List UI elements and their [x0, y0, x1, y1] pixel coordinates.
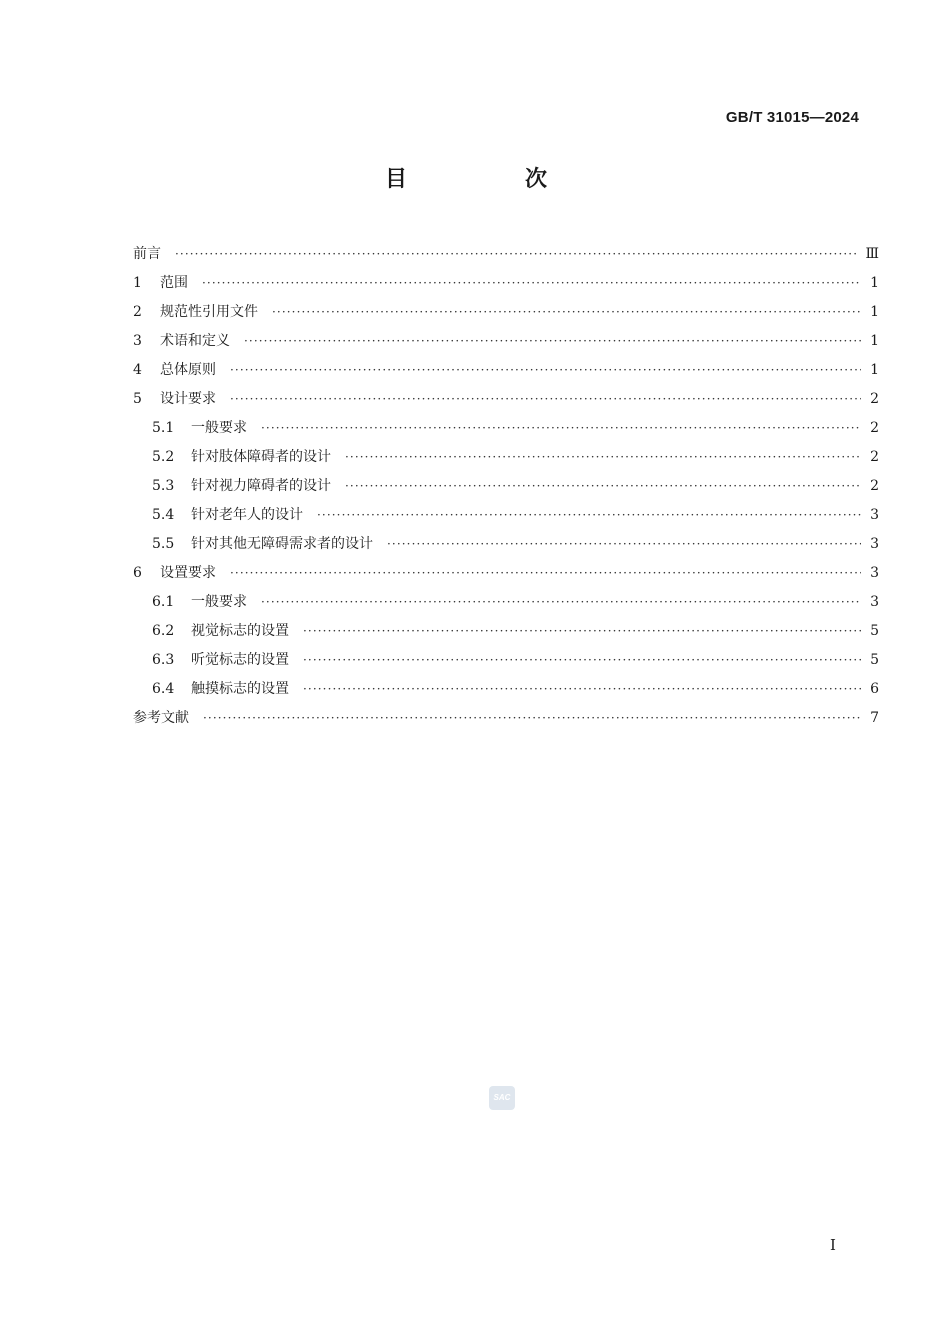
- toc-entry-page: 2: [870, 420, 879, 436]
- toc-entry[interactable]: [133, 530, 879, 559]
- toc-entry-title: 针对其他无障碍需求者的设计: [191, 536, 373, 552]
- toc-entry[interactable]: [133, 617, 879, 646]
- toc-entry-number: 5.5: [152, 536, 175, 552]
- toc-entry-number: 5.3: [152, 478, 175, 494]
- toc-entry[interactable]: [133, 646, 879, 675]
- dot-leader: [230, 385, 861, 414]
- dot-leader: [202, 269, 861, 298]
- toc-entry-page: 6: [870, 681, 879, 697]
- toc-entry-number: 6.2: [152, 623, 175, 639]
- toc-entry[interactable]: [133, 559, 879, 588]
- toc-entry-title: 听觉标志的设置: [191, 652, 289, 668]
- toc-entry[interactable]: [133, 298, 879, 327]
- toc-entry-title: 视觉标志的设置: [191, 623, 289, 639]
- toc-entry[interactable]: [133, 327, 879, 356]
- toc-entry[interactable]: [133, 240, 879, 269]
- toc-entry-number: 6.1: [152, 594, 175, 610]
- toc-entry-title: 总体原则: [160, 362, 216, 378]
- toc-entry-page: 3: [870, 507, 879, 523]
- toc-entry-title: 术语和定义: [160, 333, 230, 349]
- toc-entry-title: 参考文献: [133, 710, 189, 726]
- toc-entry[interactable]: [133, 501, 879, 530]
- toc-entry[interactable]: [133, 675, 879, 704]
- dot-leader: [345, 443, 861, 472]
- dot-leader: [261, 414, 861, 443]
- toc-entry-page: 2: [870, 449, 879, 465]
- toc-entry[interactable]: [133, 385, 879, 414]
- toc-entry-title: 一般要求: [191, 420, 247, 436]
- toc-entry-title: 规范性引用文件: [160, 304, 258, 320]
- toc-entry[interactable]: [133, 704, 879, 733]
- toc-entry-page: 3: [870, 536, 879, 552]
- toc-entry-page: 7: [870, 710, 879, 726]
- toc-entry-title: 范围: [160, 275, 188, 291]
- toc-entry-page: 2: [870, 478, 879, 494]
- toc-entry-page: Ⅲ: [865, 246, 879, 262]
- dot-leader: [303, 675, 861, 704]
- toc-entry[interactable]: [133, 588, 879, 617]
- toc-entry-title: 前言: [133, 246, 161, 262]
- page-title: 目 次: [384, 167, 595, 192]
- toc-entry-title: 针对视力障碍者的设计: [191, 478, 331, 494]
- toc-entry-number: 5.2: [152, 449, 175, 465]
- toc-entry-page: 5: [870, 623, 879, 639]
- toc-entry-number: 1: [133, 275, 142, 291]
- standard-code: GB/T 31015—2024: [725, 109, 859, 126]
- toc-entry-title: 设置要求: [160, 565, 216, 581]
- toc-entry-number: 5.1: [152, 420, 175, 436]
- toc-entry-number: 2: [133, 304, 142, 320]
- sac-watermark-logo: SAC: [489, 1086, 515, 1110]
- toc-entry-title: 一般要求: [191, 594, 247, 610]
- toc-entry-number: 5.4: [152, 507, 175, 523]
- dot-leader: [303, 617, 861, 646]
- dot-leader: [230, 559, 861, 588]
- dot-leader: [317, 501, 861, 530]
- toc-entry-number: 4: [133, 362, 142, 378]
- toc-entry-title: 设计要求: [160, 391, 216, 407]
- table-of-contents: [133, 240, 879, 733]
- toc-entry-page: 3: [870, 565, 879, 581]
- toc-entry-page: 1: [870, 304, 879, 320]
- toc-entry[interactable]: [133, 269, 879, 298]
- toc-entry-title: 针对肢体障碍者的设计: [191, 449, 331, 465]
- toc-entry[interactable]: [133, 356, 879, 385]
- dot-leader: [387, 530, 861, 559]
- toc-entry-title: 针对老年人的设计: [191, 507, 303, 523]
- dot-leader: [272, 298, 861, 327]
- dot-leader: [230, 356, 861, 385]
- toc-entry[interactable]: [133, 472, 879, 501]
- dot-leader: [244, 327, 861, 356]
- toc-entry-page: 5: [870, 652, 879, 668]
- dot-leader: [175, 240, 857, 269]
- toc-entry-page: 1: [870, 362, 879, 378]
- dot-leader: [345, 472, 861, 501]
- toc-entry-number: 6.3: [152, 652, 175, 668]
- toc-entry[interactable]: [133, 443, 879, 472]
- toc-entry-number: 3: [133, 333, 142, 349]
- page-number: I: [830, 1236, 836, 1254]
- dot-leader: [261, 588, 861, 617]
- dot-leader: [203, 704, 861, 733]
- toc-entry-page: 2: [870, 391, 879, 407]
- toc-entry-title: 触摸标志的设置: [191, 681, 289, 697]
- toc-entry[interactable]: [133, 414, 879, 443]
- toc-entry-page: 1: [870, 275, 879, 291]
- toc-entry-page: 1: [870, 333, 879, 349]
- dot-leader: [303, 646, 861, 675]
- toc-entry-number: 5: [133, 391, 142, 407]
- toc-entry-number: 6.4: [152, 681, 175, 697]
- toc-entry-number: 6: [133, 565, 142, 581]
- toc-entry-page: 3: [870, 594, 879, 610]
